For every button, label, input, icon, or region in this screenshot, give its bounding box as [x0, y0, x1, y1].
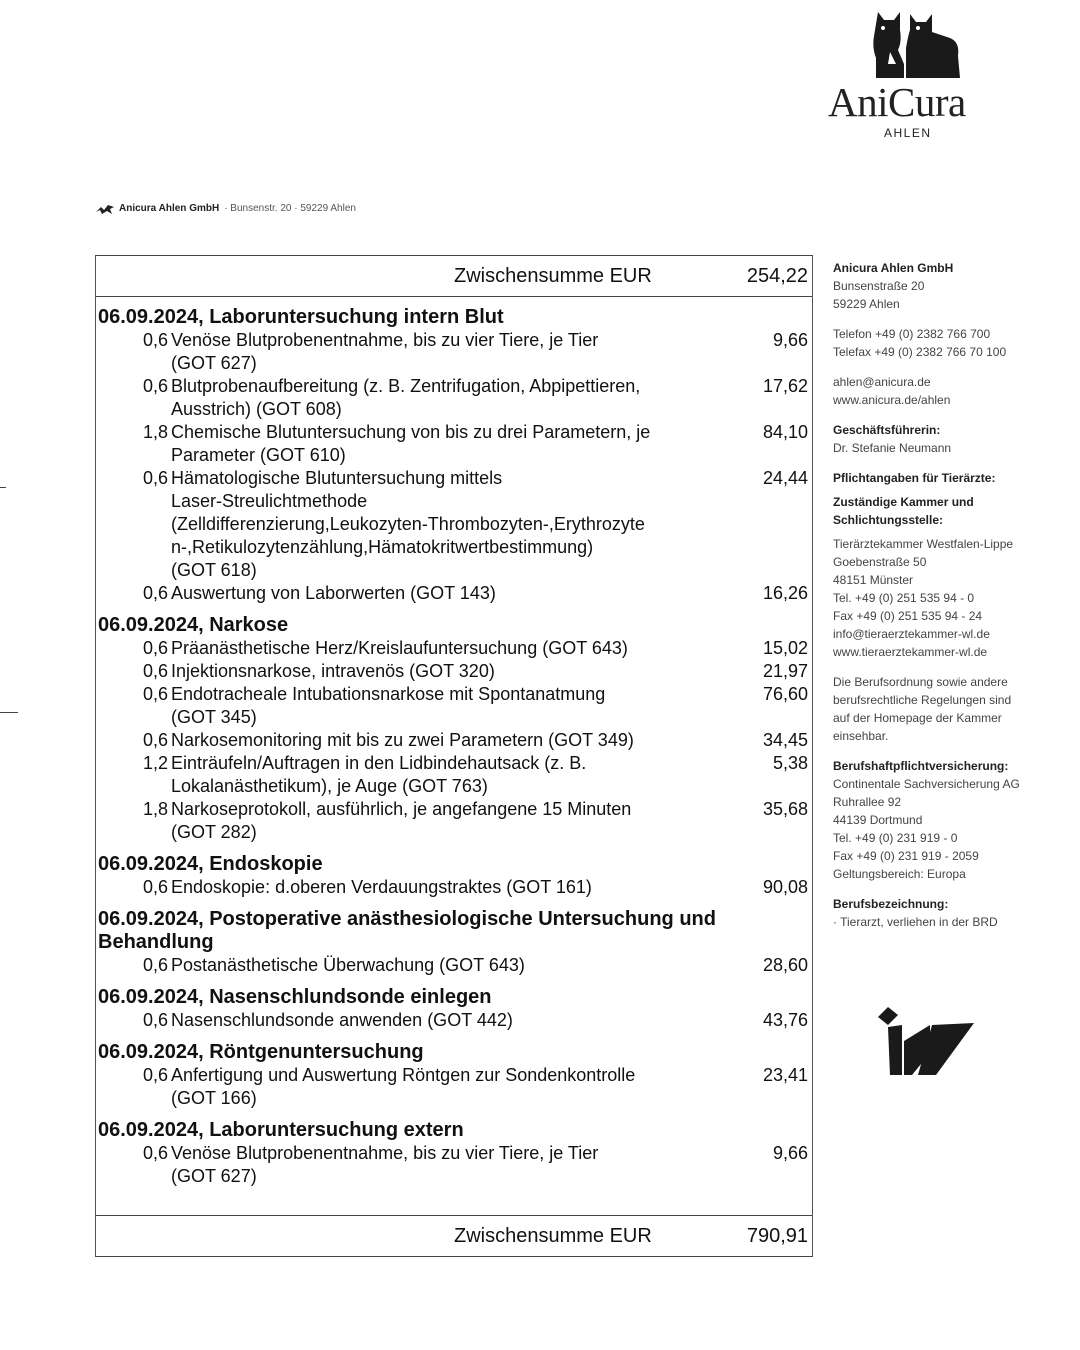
sidebar-street: Bunsenstraße 20 — [833, 279, 925, 293]
sidebar-duty-label: Pflichtangaben für Tierärzte: — [833, 471, 996, 485]
sidebar-ceo-label: Geschäftsführerin: — [833, 423, 941, 437]
item-amount: 23,41 — [762, 1065, 808, 1085]
item-factor: 1,2 — [142, 753, 168, 773]
cat-dog-logo-icon — [870, 8, 962, 78]
invoice-line-item — [98, 660, 812, 683]
item-description — [171, 798, 701, 844]
item-description-line: Narkosemonitoring mit bis zu zwei Parametern (GOT 349) — [171, 730, 634, 750]
item-amount: 35,68 — [762, 799, 808, 819]
section-title: 06.09.2024, Nasenschlundsonde einlegen — [98, 986, 492, 1008]
sidebar-insurance-label: Berufshaftpflichtversicherung: — [833, 759, 1009, 773]
item-amount: 5,38 — [772, 753, 808, 773]
item-description — [171, 467, 701, 582]
sidebar-fax: Telefax +49 (0) 2382 766 70 100 — [833, 345, 1007, 359]
item-description — [171, 660, 701, 683]
item-description — [171, 752, 701, 798]
invoice-line-item — [98, 467, 812, 582]
item-description — [171, 954, 701, 977]
sender-company: Anicura Ahlen GmbH — [119, 203, 220, 214]
sidebar-chamber-label: Schlichtungsstelle: — [833, 513, 944, 527]
item-description — [171, 683, 701, 729]
fold-mark-middle — [0, 712, 18, 713]
item-description-line: Venöse Blutprobenentnahme, bis zu vier Tiere, je Tier — [171, 1143, 599, 1163]
section-title: 06.09.2024, Laboruntersuchung extern — [98, 1119, 464, 1141]
small-logo-icon — [96, 204, 114, 214]
sidebar-phone: Telefon +49 (0) 2382 766 700 — [833, 327, 991, 341]
sidebar-web: www.anicura.de/ahlen — [833, 393, 951, 407]
item-description-line: Laser-Streulichtmethode — [171, 491, 368, 511]
item-description — [171, 876, 701, 899]
item-description-line: Endotracheale Intubationsnarkose mit Spontanatmung — [171, 684, 606, 704]
subtotal-label: Zwischensumme EUR — [454, 1224, 652, 1247]
item-factor: 1,8 — [142, 422, 168, 442]
item-description-line: Präanästhetische Herz/Kreislaufuntersuchung (GOT 643) — [171, 638, 628, 658]
section-title: 06.09.2024, Postoperative anästhesiologische Untersuchung und Behandlung — [98, 908, 716, 953]
item-description — [171, 1064, 701, 1110]
sidebar-company: Anicura Ahlen GmbH — [833, 261, 954, 275]
invoice-line-item — [98, 683, 812, 729]
item-factor: 0,6 — [142, 638, 168, 658]
item-factor: 0,6 — [142, 468, 168, 488]
item-description-line: Einträufeln/Auftragen in den Lidbindehautsack (z. B. — [171, 753, 587, 773]
section-title: 06.09.2024, Narkose — [98, 614, 289, 636]
origami-dog-icon — [874, 1005, 978, 1082]
sidebar-city: 59229 Ahlen — [833, 297, 900, 311]
invoice-line-item — [98, 729, 812, 752]
invoice-line-item — [98, 582, 812, 605]
item-description-line: Postanästhetische Überwachung (GOT 643) — [171, 955, 525, 975]
item-description-line: Auswertung von Laborwerten (GOT 143) — [171, 583, 496, 603]
subtotal-value: 254,22 — [746, 264, 808, 287]
subtotal-value: 790,91 — [746, 1224, 808, 1247]
item-amount: 17,62 — [762, 376, 808, 396]
item-factor: 0,6 — [142, 1065, 168, 1085]
item-description — [171, 421, 701, 467]
item-amount: 16,26 — [762, 583, 808, 603]
item-description — [171, 582, 701, 605]
item-amount: 24,44 — [762, 468, 808, 488]
sidebar-chamber-street: Goebenstraße 50 — [833, 555, 927, 569]
item-factor: 1,8 — [142, 799, 168, 819]
section-title: 06.09.2024, Röntgenuntersuchung — [98, 1041, 424, 1063]
invoice-line-item — [98, 876, 812, 899]
sidebar-rules: einsehbar. — [833, 729, 889, 743]
item-amount: 15,02 — [762, 638, 808, 658]
item-amount: 9,66 — [772, 1143, 808, 1163]
subtotal-label: Zwischensumme EUR — [454, 264, 652, 287]
item-description-line: Blutprobenaufbereitung (z. B. Zentrifugation, Abpipettieren, — [171, 376, 641, 396]
sidebar-title-value: · Tierarzt, verliehen in der BRD — [833, 915, 998, 929]
item-description-line: n-,Retikulozytenzählung,Hämatokritwertbestimmung) — [171, 537, 594, 557]
item-amount: 28,60 — [762, 955, 808, 975]
section-title: 06.09.2024, Endoskopie — [98, 853, 323, 875]
subtotal-bottom-row — [96, 1215, 812, 1256]
item-description — [171, 329, 701, 375]
item-description — [171, 1009, 701, 1032]
item-factor: 0,6 — [142, 684, 168, 704]
item-factor: 0,6 — [142, 330, 168, 350]
sidebar-chamber-name: Tierärztekammer Westfalen-Lippe — [833, 537, 1014, 551]
item-amount: 34,45 — [762, 730, 808, 750]
sidebar-insurance-fax: Fax +49 (0) 231 919 - 2059 — [833, 849, 979, 863]
sidebar-email: ahlen@anicura.de — [833, 375, 931, 389]
sidebar-chamber-email: info@tieraerztekammer-wl.de — [833, 627, 990, 641]
item-amount: 84,10 — [762, 422, 808, 442]
item-amount: 43,76 — [762, 1010, 808, 1030]
sidebar-chamber-web: www.tieraerztekammer-wl.de — [833, 645, 988, 659]
sidebar-chamber-label: Zuständige Kammer und — [833, 495, 974, 509]
invoice-line-item — [98, 329, 812, 375]
sidebar-insurance-scope: Geltungsbereich: Europa — [833, 867, 966, 881]
invoice-line-item — [98, 1142, 812, 1188]
item-factor: 0,6 — [142, 730, 168, 750]
item-factor: 0,6 — [142, 376, 168, 396]
fold-mark-top — [0, 487, 6, 488]
item-description-line: Lokalanästhetikum), je Auge (GOT 763) — [171, 776, 488, 796]
sidebar-chamber-fax: Fax +49 (0) 251 535 94 - 24 — [833, 609, 983, 623]
sender-address: · Bunsenstr. 20 · 59229 Ahlen — [224, 203, 356, 214]
item-factor: 0,6 — [142, 1143, 168, 1163]
sidebar-chamber-city: 48151 Münster — [833, 573, 914, 587]
sidebar-insurance-name: Continentale Sachversicherung AG — [833, 777, 1020, 791]
item-factor: 0,6 — [142, 583, 168, 603]
item-description-line: (GOT 345) — [171, 707, 257, 727]
invoice-line-item — [98, 375, 812, 421]
invoice-line-item — [98, 798, 812, 844]
sidebar-rules: auf der Homepage der Kammer — [833, 711, 1002, 725]
invoice-table — [95, 255, 813, 1257]
sidebar-rules: Die Berufsordnung sowie andere — [833, 675, 1008, 689]
item-description-line: (GOT 282) — [171, 822, 257, 842]
item-factor: 0,6 — [142, 1010, 168, 1030]
anicura-logo — [828, 8, 988, 140]
subtotal-top-row — [96, 256, 812, 297]
invoice-line-item — [98, 421, 812, 467]
invoice-line-item — [98, 752, 812, 798]
invoice-line-item — [98, 1009, 812, 1032]
item-description-line: Chemische Blutuntersuchung von bis zu drei Parametern, je — [171, 422, 651, 442]
item-description-line: Injektionsnarkose, intravenös (GOT 320) — [171, 661, 495, 681]
item-description-line: Venöse Blutprobenentnahme, bis zu vier Tiere, je Tier — [171, 330, 599, 350]
invoice-line-item — [98, 1064, 812, 1110]
item-description-line: (GOT 166) — [171, 1088, 257, 1108]
item-description-line: Narkoseprotokoll, ausführlich, je angefangene 15 Minuten — [171, 799, 632, 819]
sidebar-insurance-phone: Tel. +49 (0) 231 919 - 0 — [833, 831, 958, 845]
sender-line — [96, 203, 356, 214]
item-factor: 0,6 — [142, 955, 168, 975]
item-factor: 0,6 — [142, 877, 168, 897]
invoice-line-item — [98, 954, 812, 977]
sidebar-rules: berufsrechtliche Regelungen sind — [833, 693, 1012, 707]
section-title: 06.09.2024, Laboruntersuchung intern Blut — [98, 306, 504, 328]
item-description-line: Endoskopie: d.oberen Verdauungstraktes (GOT 161) — [171, 877, 592, 897]
item-description-line: Hämatologische Blutuntersuchung mittels — [171, 468, 503, 488]
sidebar-insurance-street: Ruhrallee 92 — [833, 795, 902, 809]
item-description — [171, 637, 701, 660]
item-amount: 90,08 — [762, 877, 808, 897]
company-sidebar — [833, 259, 1043, 931]
item-description — [171, 729, 701, 752]
sidebar-title-label: Berufsbezeichnung: — [833, 897, 949, 911]
item-amount: 76,60 — [762, 684, 808, 704]
item-description-line: (GOT 627) — [171, 353, 257, 373]
item-description-line: (Zelldifferenzierung,Leukozyten-Thrombozyten-,Erythrozyte — [171, 514, 645, 534]
sidebar-ceo-name: Dr. Stefanie Neumann — [833, 441, 952, 455]
sidebar-chamber-phone: Tel. +49 (0) 251 535 94 - 0 — [833, 591, 975, 605]
item-amount: 21,97 — [762, 661, 808, 681]
item-description-line: (GOT 627) — [171, 1166, 257, 1186]
item-description-line: (GOT 618) — [171, 560, 257, 580]
item-amount: 9,66 — [772, 330, 808, 350]
brand-location: AHLEN — [884, 126, 932, 140]
item-description-line: Nasenschlundsonde anwenden (GOT 442) — [171, 1010, 513, 1030]
item-description-line: Anfertigung und Auswertung Röntgen zur Sondenkontrolle — [171, 1065, 636, 1085]
item-description — [171, 1142, 701, 1188]
brand-name: AniCura — [828, 79, 966, 125]
item-factor: 0,6 — [142, 661, 168, 681]
item-description — [171, 375, 701, 421]
item-description-line: Parameter (GOT 610) — [171, 445, 346, 465]
item-description-line: Ausstrich) (GOT 608) — [171, 399, 342, 419]
sidebar-insurance-city: 44139 Dortmund — [833, 813, 923, 827]
invoice-items — [98, 306, 812, 1188]
invoice-line-item — [98, 637, 812, 660]
